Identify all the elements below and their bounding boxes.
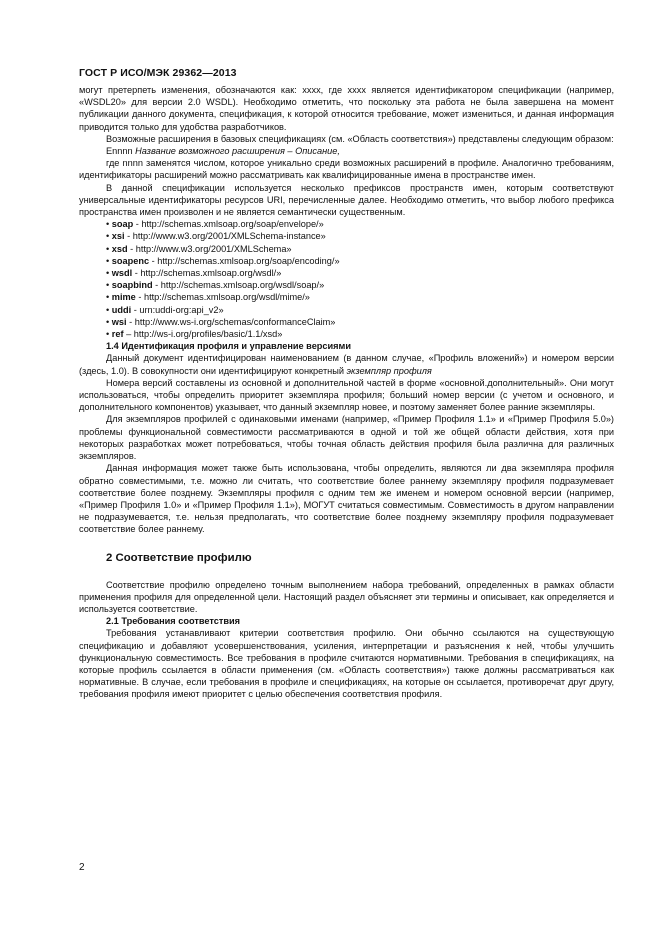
list-item: • soapenc - http://schemas.xmlsoap.org/soap/encoding/» <box>106 255 340 266</box>
extension-code: Ennnn <box>106 146 136 157</box>
paragraph: Номера версий составлены из основной и дополнительной частей в форме «основной.дополнительный». Они могут использоваться, чтобы определить приоритет экземпляра профиля; больший номер версии (с учетом и основного, и дополнительного компонентов) указывает, что данный экземпляр новее, и поэтому заменяет более ранние экземпляры. <box>79 377 614 413</box>
paragraph: Данный документ идентифицирован наименованием (в данном случае, «Профиль вложений») и номером версии (здесь, 1.0). В совокупности они идентифицируют конкретный экземпляр профиля <box>79 353 614 376</box>
extension-title: Название возможного расширения – Описание, <box>135 146 340 157</box>
list-item: • uddi - urn:uddi-org:api_v2» <box>106 304 224 315</box>
paragraph: Соответствие профилю определено точным выполнением набора требований, определенных в рамках области применения профиля для определенной цели. Настоящий раздел объясняет эти термины и описывает, как определяется и используется соответствие. <box>79 579 614 614</box>
paragraph: Требования устанавливают критерии соответствия профилю. Они обычно ссылаются на существующую спецификацию и добавляют усовершенствования, усиления, интерпретации и разъяснения к ней, чтобы улучшить функциональную совместимость. Все требования в профиле считаются нормативными. Требования в спецификациях, на которые профиль ссылается в области применения (см. «Область соответствия») также должны рассматриваться как нормативные. В случае, если требования в профиле и спецификациях, на которые он ссылается, противоречат друг другу, требования профиля имеют приоритет с целью обеспечения соответствия профиля. <box>79 628 614 700</box>
list-item: • ref – http://ws-i.org/profiles/basic/1.1/xsd» <box>106 329 283 340</box>
document-header: ГОСТ Р ИСО/МЭК 29362—2013 <box>79 67 237 79</box>
namespace-list <box>79 218 614 340</box>
subsection-heading: 2.1 Требования соответствия <box>106 616 240 627</box>
paragraph: Для экземпляров профилей с одинаковыми именами (например, «Пример Профиля 1.1» и «Пример Профиля 5.0») проблемы функциональной совместимости рассматриваются в одной и той же общей области действия, хотя при некоторых разработках может потребоваться, чтобы точная область действия профиля была различна для различных экземпляров. <box>79 414 614 462</box>
paragraph: Данная информация может также быть использована, чтобы определить, являются ли два экземпляра профиля обратно совместимыми, т.е. можно ли считать, что соответствие более раннему экземпляру профиля подразумевает соответствие более позднему. Экземпляры профиля с одним тем же именем и номером основной версии (например, «Пример Профиля 1.0» и «Пример Профиля 1.1»), МОГУТ считаться совместимым. Совместимость в другом направлении не подразумевается, т.е. нельзя предполагать, что соответствие более позднему экземпляру профиля подразумевает соответствие более раннему. <box>79 463 614 535</box>
section-heading: 2 Соответствие профилю <box>106 551 252 564</box>
paragraph: где nnnn заменятся числом, которое уникально среди возможных расширений в профиле. Аналогично требованиям, идентификаторы расширений можно рассматривать как квалифицированные имена в пространстве имен. <box>79 158 614 181</box>
paragraph: могут претерпеть изменения, обозначаются как: xxxx, где xxxx является идентификатором спецификации (например, «WSDL20» для версии 2.0 WSDL). Необходимо отметить, что поскольку эта работа не была завершена на момент публикации данного документа, спецификация, к которой относится требование, может измениться, и данная информация приводится только для удобства разработчиков. <box>79 85 614 132</box>
extension-format <box>79 145 614 157</box>
paragraph: Возможные расширения в базовых спецификациях (см. «Область соответствия») представлены следующим образом: <box>106 133 614 144</box>
list-item: • wsi - http://www.ws-i.org/schemas/conformanceClaim» <box>106 316 336 327</box>
page-number: 2 <box>79 862 85 873</box>
list-item: • soapbind - http://schemas.xmlsoap.org/wsdl/soap/» <box>106 280 325 291</box>
subsection-heading: 1.4 Идентификация профиля и управление версиями <box>106 341 351 352</box>
list-item: • soap - http://schemas.xmlsoap.org/soap/envelope/» <box>106 219 324 230</box>
list-item: • xsd - http://www.w3.org/2001/XMLSchema» <box>106 243 292 254</box>
list-item: • wsdl - http://schemas.xmlsoap.org/wsdl/» <box>106 268 282 279</box>
paragraph: В данной спецификации используется несколько префиксов пространств имен, которым соответствуют универсальные идентификаторы ресурсов URI, перечисленные далее. Необходимо отметить, что выбор любого префикса пространства имен произволен и не является семантически существенным. <box>79 182 614 218</box>
document-body <box>79 84 614 701</box>
list-item: • mime - http://schemas.xmlsoap.org/wsdl/mime/» <box>106 292 310 303</box>
list-item: • xsi - http://www.w3.org/2001/XMLSchema-instance» <box>106 231 326 242</box>
